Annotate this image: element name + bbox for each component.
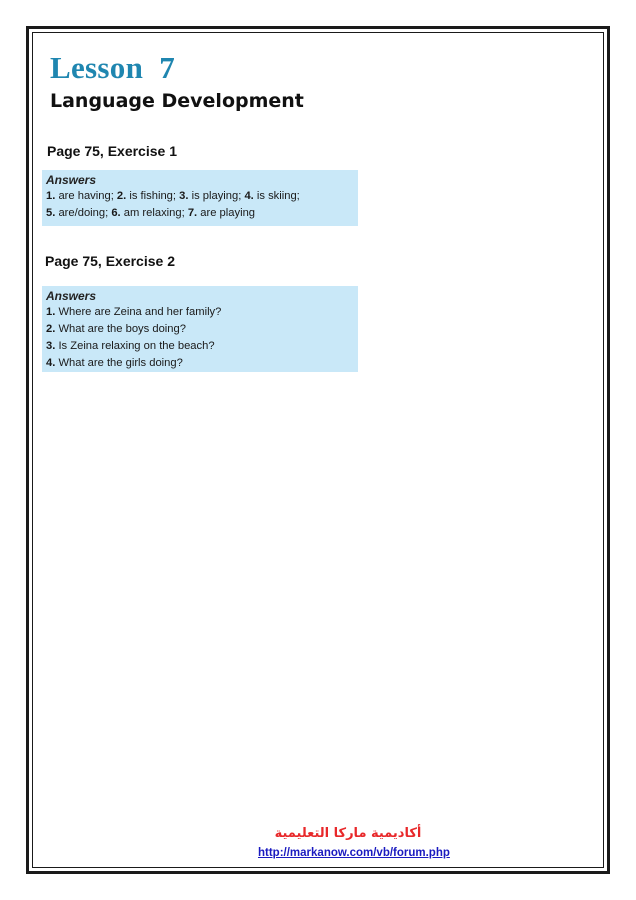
answer-number: 6. (111, 207, 121, 219)
answer-number: 2. (46, 323, 56, 335)
answer-line (46, 205, 354, 222)
footer-academy-name: أكاديمية ماركا التعليمية (274, 826, 422, 841)
answer-text: are/doing; (55, 207, 112, 219)
exercise-1-answer-lines (46, 188, 354, 222)
answer-number: 1. (46, 306, 56, 318)
answer-text: are having; (55, 190, 117, 202)
answer-text: is skiing; (253, 190, 300, 202)
answer-text: am relaxing; (120, 207, 188, 219)
exercise-2-heading: Page 75, Exercise 2 (45, 253, 175, 269)
answer-number: 3. (179, 190, 189, 202)
answer-number: 4. (46, 357, 56, 369)
answer-text: Where are Zeina and her family? (55, 306, 222, 318)
list-item (46, 355, 354, 372)
exercise-1-answer-box (42, 170, 358, 226)
answer-number: 4. (244, 190, 254, 202)
answers-label: Answers (46, 173, 97, 187)
answer-number: 5. (46, 207, 56, 219)
footer-forum-link[interactable]: http://markanow.com/vb/forum.php (258, 847, 450, 859)
answer-line (46, 188, 354, 205)
list-item (46, 304, 354, 321)
answer-text: is fishing; (126, 190, 180, 202)
answer-text: What are the girls doing? (55, 357, 183, 369)
answer-text: are playing (197, 207, 256, 219)
answer-number: 3. (46, 340, 56, 352)
answers-label: Answers (46, 289, 97, 303)
answer-number: 1. (46, 190, 56, 202)
answer-text: is playing; (188, 190, 245, 202)
exercise-2-answer-lines (46, 304, 354, 372)
list-item (46, 321, 354, 338)
section-title: Language Development (50, 90, 304, 112)
answer-text: Is Zeina relaxing on the beach? (55, 340, 215, 352)
answer-text: What are the boys doing? (55, 323, 186, 335)
list-item (46, 338, 354, 355)
answer-number: 7. (187, 207, 198, 219)
exercise-1-heading: Page 75, Exercise 1 (47, 143, 177, 159)
lesson-title: Lesson 7 (50, 50, 176, 85)
exercise-2-answer-box (42, 286, 358, 372)
answer-number: 2. (116, 190, 127, 202)
